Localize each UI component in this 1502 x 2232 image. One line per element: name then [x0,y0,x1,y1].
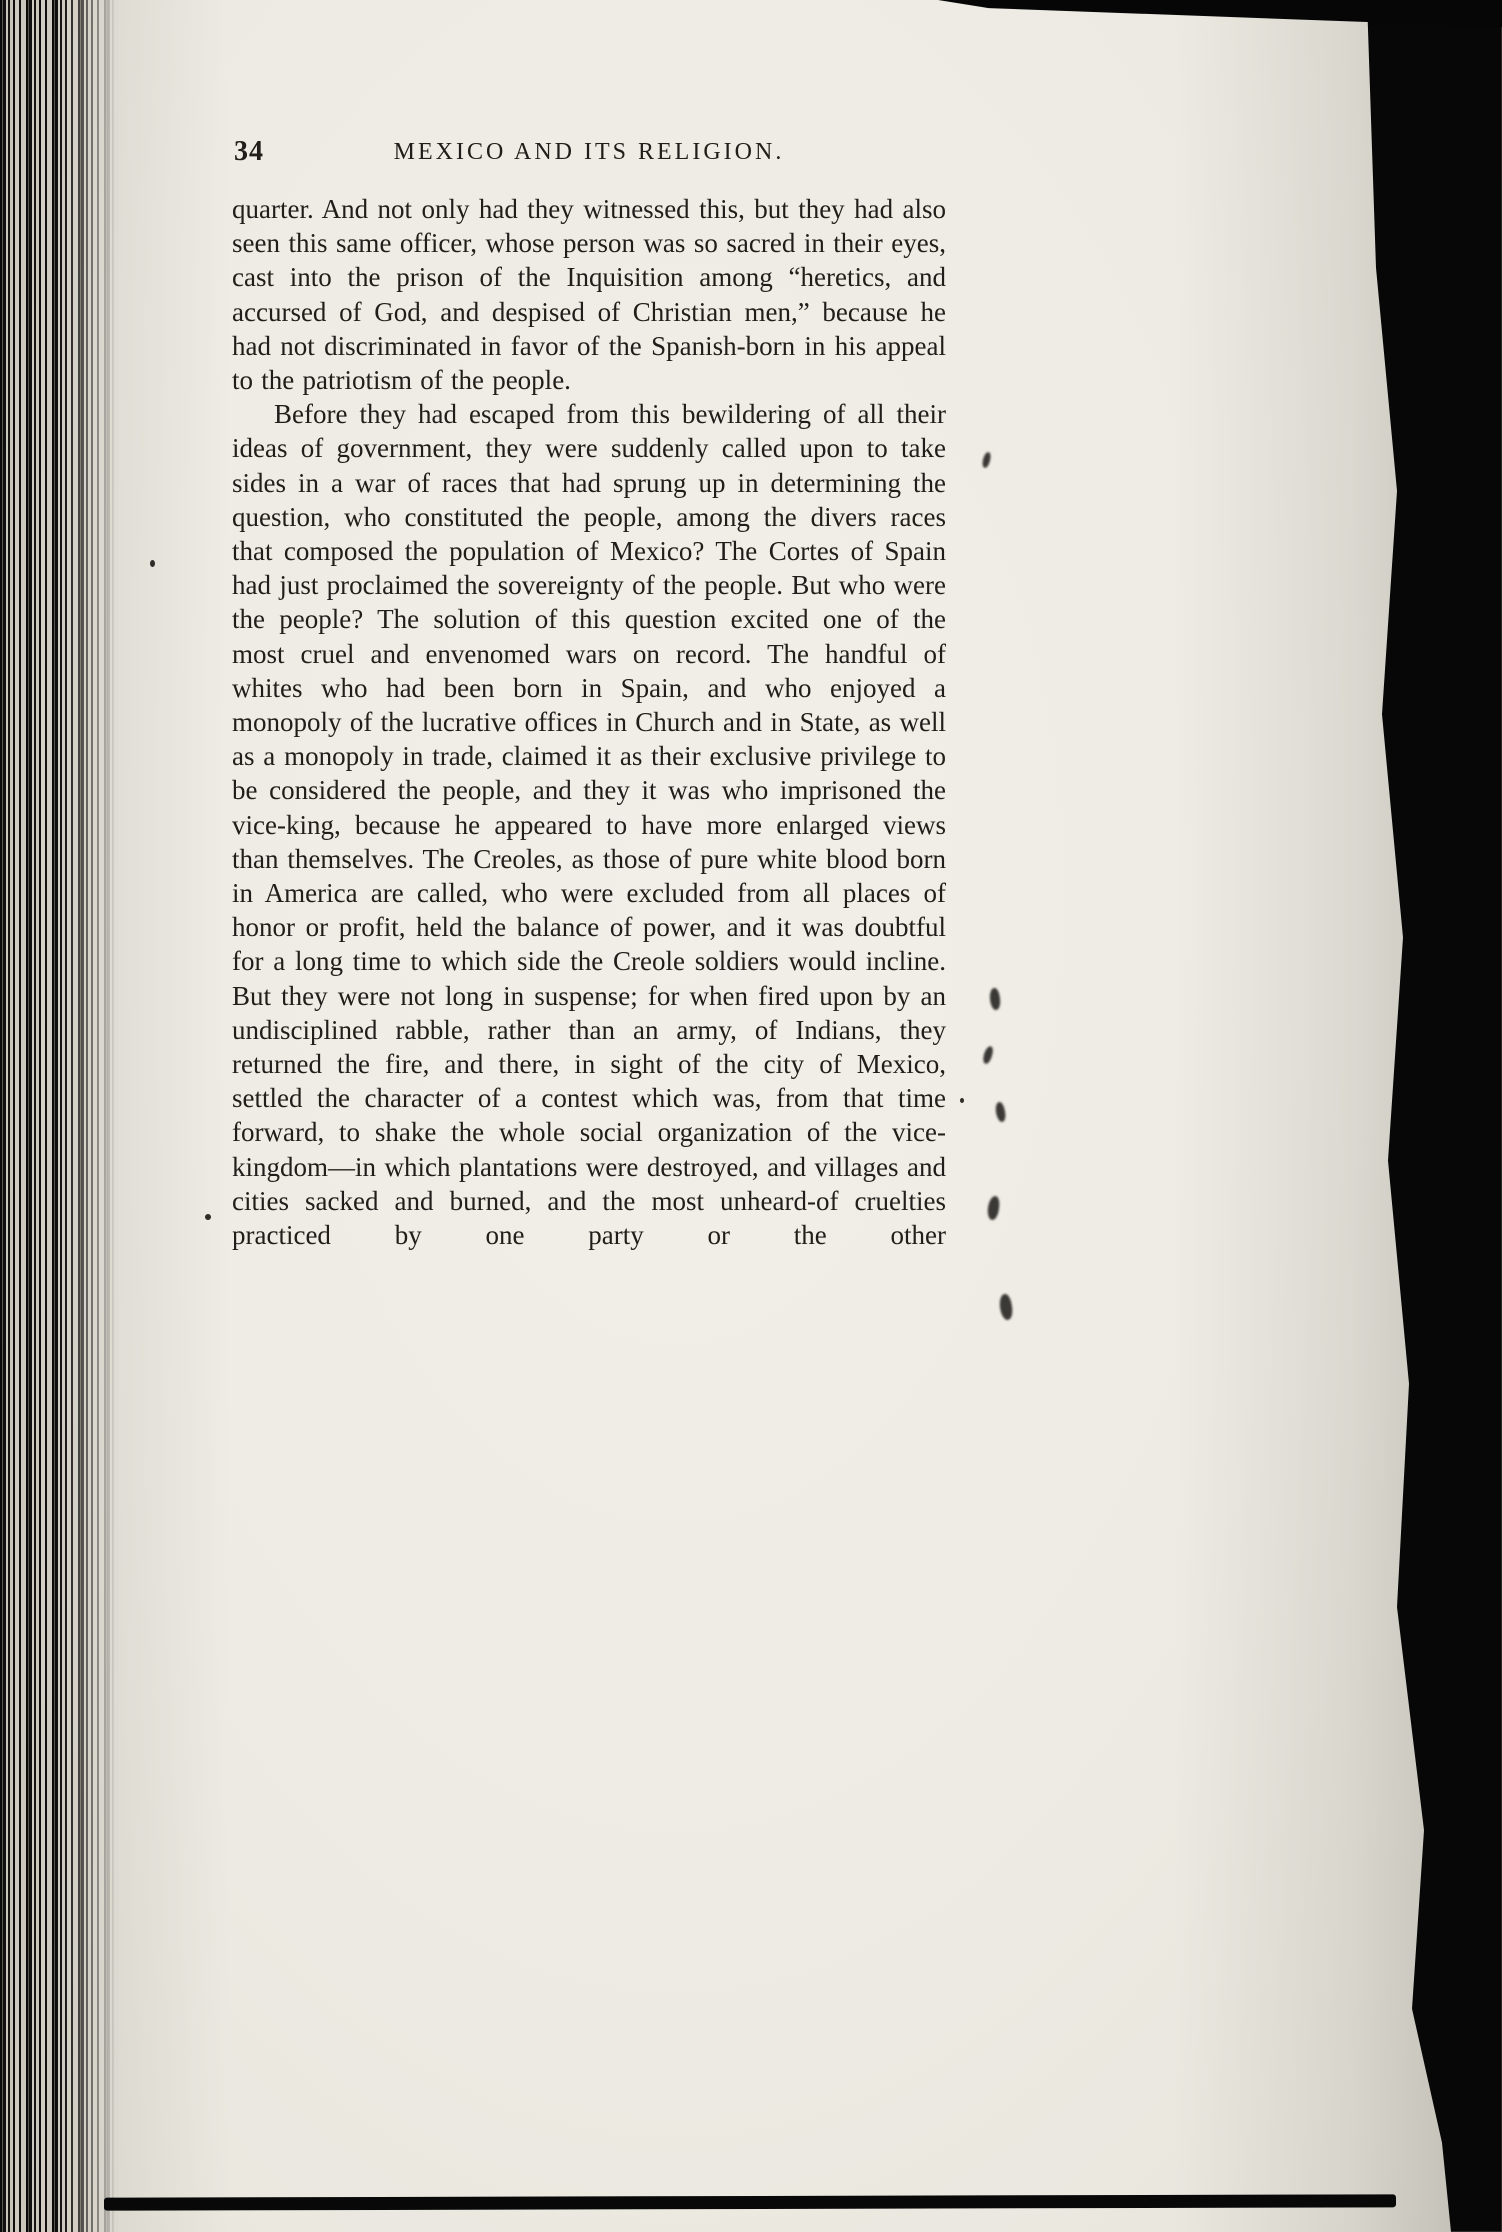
ink-smudge [982,1045,994,1064]
page-number: 34 [234,136,264,167]
page-header [232,136,946,172]
ink-speck [150,560,155,567]
ink-smudge [994,1101,1007,1122]
ink-smudge [987,1195,1000,1220]
scan-black-edge-bottom [104,2194,1396,2210]
ink-smudge [981,451,991,468]
ink-smudge [989,987,1002,1010]
ink-speck [205,1214,211,1220]
page-body [232,192,946,1252]
running-header: MEXICO AND ITS RELIGION. [393,139,785,165]
ink-smudge [998,1293,1014,1321]
scan-black-edge-top [938,0,1502,27]
paragraph: quarter. And not only had they witnessed this, but they had also seen this same officer, whose person was so sacred in their eyes, cast into the prison of the Inquisition among “heretics, and accursed of God, and despised of Christian men,” because he had not discriminated in favor of the Spanish-born in his appeal to the patriotism of the people. [232,194,946,396]
book-binding-edge [0,0,118,2232]
ink-speck [960,1098,964,1103]
scan-black-edge-right [1352,0,1502,2232]
paragraph: Before they had escaped from this bewildering of all their ideas of government, they were suddenly called upon to take sides in a war of races that had sprung up in determining the question, who constituted the people, among the divers races that composed the population of Mexico? The Cortes of Spain had just proclaimed the sovereignty of the people. But who were the people? The solution of this question excited one of the most cruel and envenomed wars on record. The handful of whites who had been born in Spain, and who enjoyed a monopoly of the lucrative offices in Church and in State, as well as a monopoly in trade, claimed it as their exclusive privilege to be considered the people, and they it was who imprisoned the vice-king, because he appeared to have more enlarged views than themselves. The Creoles, as those of pure white blood born in America are called, who were excluded from all places of honor or profit, held the balance of power, and it was doubtful for a long time to which side the Creole soldiers would incline. But they were not long in suspense; for when fired upon by an undisciplined rabble, rather than an army, of Indians, they returned the fire, and there, in sight of the city of Mexico, settled the character of a contest which was, from that time forward, to shake the whole social organization of the vice-kingdom—in which plantations were destroyed, and villages and cities sacked and burned, and the most unheard-of cruelties practiced by one party or the other [232,399,946,1251]
